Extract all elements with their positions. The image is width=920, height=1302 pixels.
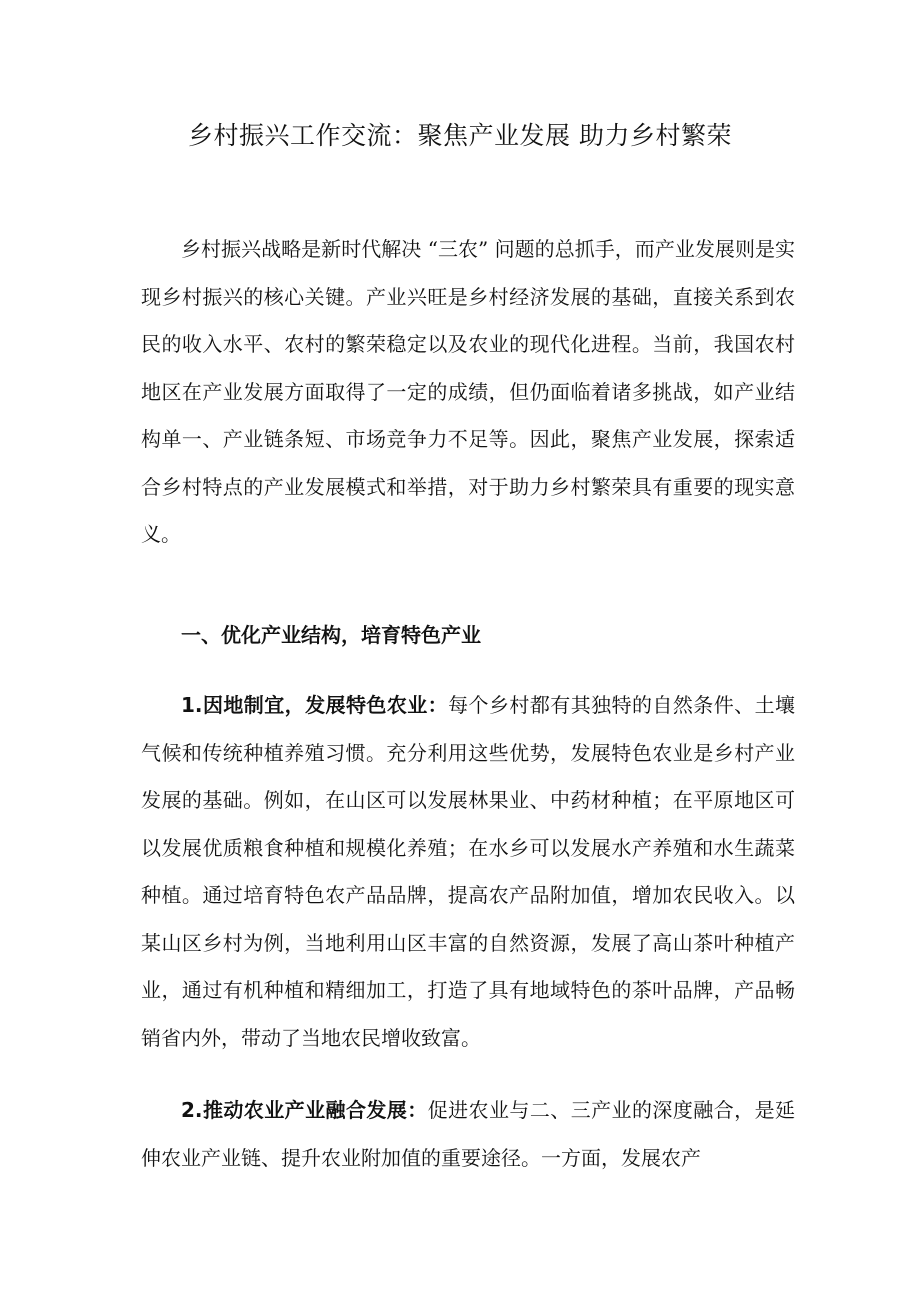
section-heading: 一、优化产业结构，培育特色产业: [181, 623, 481, 647]
body-paragraph-2: [141, 1087, 795, 1182]
intro-paragraph: 乡村振兴战略是新时代解决 “三农” 问题的总抓手，而产业发展则是实现乡村振兴的核心关键。产业兴旺是乡村经济发展的基础，直接关系到农民的收入水平、农村的繁荣稳定以及农业的现代化进程。当前，我国农村地区在产业发展方面取得了一定的成绩，但仍面临着诸多挑战，如产业结构单一、产业链条短、市场竞争力不足等。因此，聚焦产业发展，探索适合乡村特点的产业发展模式和举措，对于助力乡村繁荣具有重要的现实意义。: [141, 237, 795, 546]
paragraph-text: 促进农业与二、三产业的深度融合，是延伸农业产业链、提升农业附加值的重要途径。一方面，发展农产: [141, 1098, 796, 1170]
document-title: 乡村振兴工作交流：聚焦产业发展 助力乡村繁荣: [188, 121, 732, 150]
paragraph-lead: 1.因地制宜，发展特色农业：: [181, 693, 449, 717]
body-paragraph-1: [141, 682, 795, 1062]
paragraph-lead: 2.推动农业产业融合发展：: [181, 1098, 428, 1122]
paragraph-text: 每个乡村都有其独特的自然条件、土壤气候和传统种植养殖习惯。充分利用这些优势，发展特色农业是乡村产业发展的基础。例如，在山区可以发展林果业、中药材种植；在平原地区可以发展优质粮食种植和规模化养殖；在水乡可以发展水产养殖和水生蔬菜种植。通过培育特色农产品品牌，提高农产品附加值，增加农民收入。以某山区乡村为例，当地利用山区丰富的自然资源，发展了高山茶叶种植产业，通过有机种植和精细加工，打造了具有地域特色的茶叶品牌，产品畅销省内外，带动了当地农民增收致富。: [141, 693, 796, 1050]
